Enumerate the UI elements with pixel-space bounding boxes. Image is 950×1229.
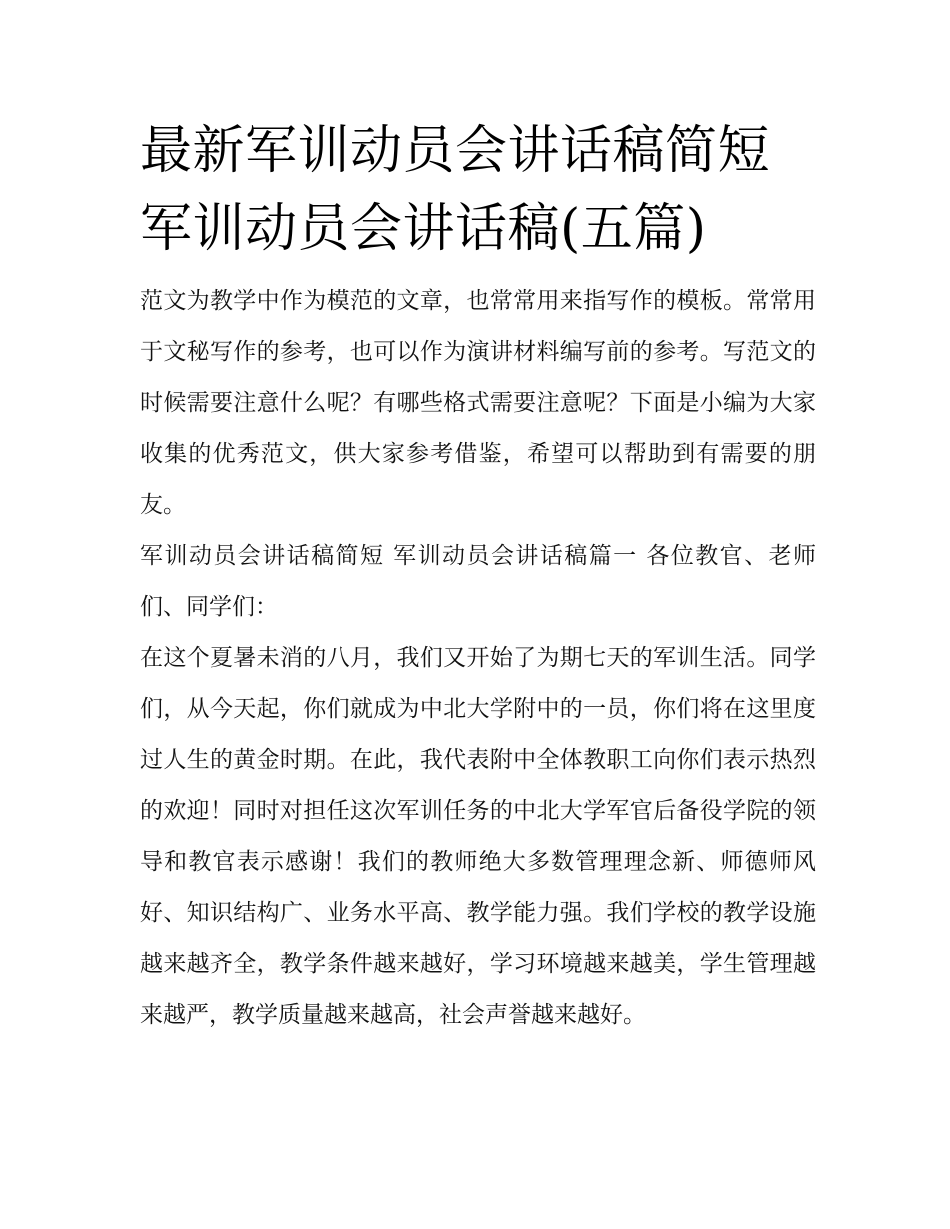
document-body <box>140 276 816 1041</box>
speech-heading-paragraph: 军训动员会讲话稿简短 军训动员会讲话稿篇一 各位教官、老师们、同学们： <box>140 543 816 620</box>
document-title: 最新军训动员会讲话稿简短 军训动员会讲话稿(五篇) <box>140 121 771 259</box>
intro-paragraph: 范文为教学中作为模范的文章，也常常用来指写作的模板。常常用于文秘写作的参考，也可以作为演讲材料编写前的参考。写范文的时候需要注意什么呢？有哪些格式需要注意呢？下面是小编为大家收集的优秀范文，供大家参考借鉴，希望可以帮助到有需要的朋友。 <box>140 288 816 518</box>
speech-body-paragraph: 在这个夏暑未消的八月，我们又开始了为期七天的军训生活。同学们，从今天起，你们就成为中北大学附中的一员，你们将在这里度过人生的黄金时期。在此，我代表附中全体教职工向你们表示热烈的欢迎！同时对担任这次军训任务的中北大学军官后备役学院的领导和教官表示感谢！我们的教师绝大多数管理理念新、师德师风好、知识结构广、业务水平高、教学能力强。我们学校的教学设施越来越齐全，教学条件越来越好，学习环境越来越美，学生管理越来越严，教学质量越来越高，社会声誉越来越好。 <box>140 645 816 1028</box>
document-page <box>140 112 816 1041</box>
